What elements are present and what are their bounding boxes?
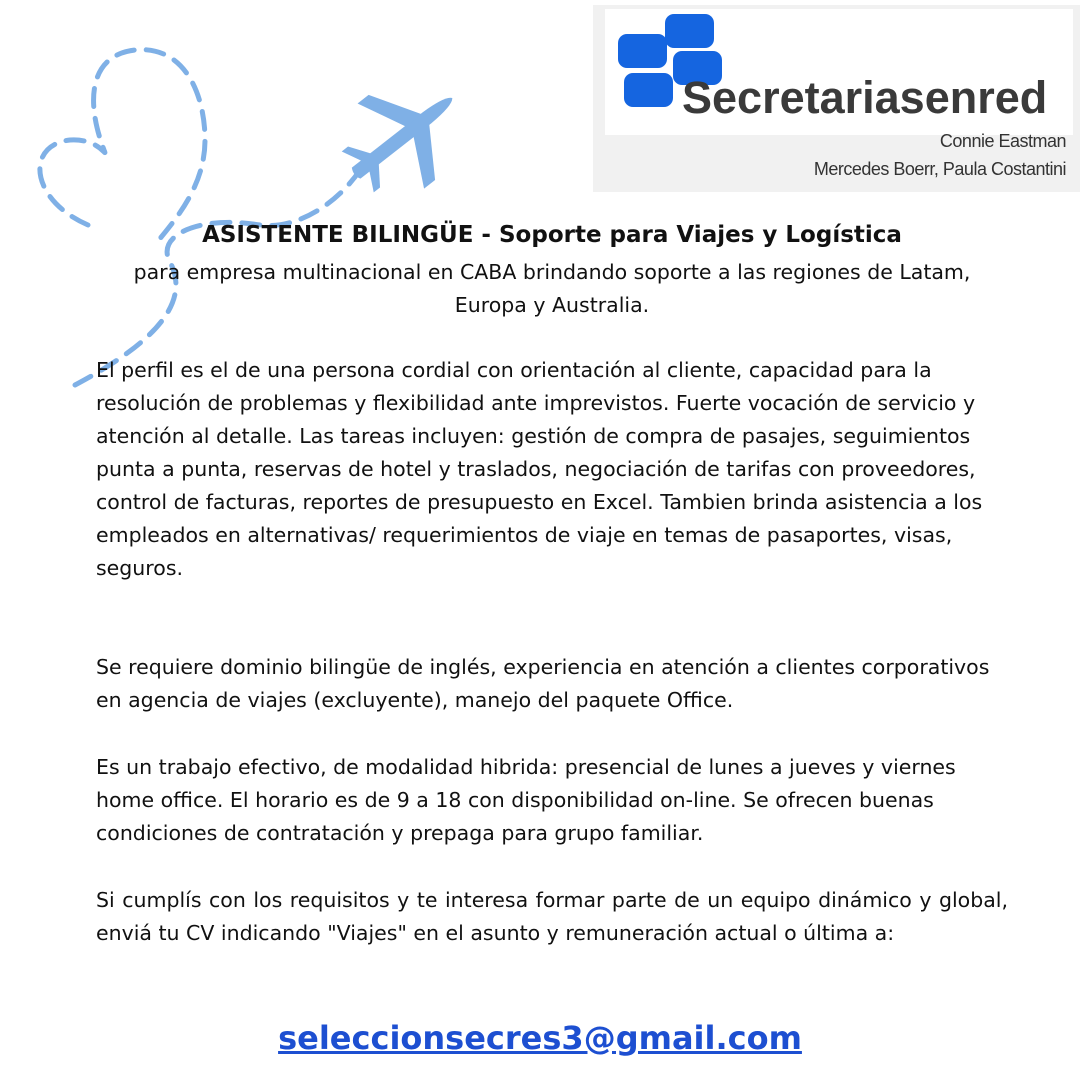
requirements-paragraph: Se requiere dominio bilingüe de inglés, experiencia en atención a clientes corporativos en agencia de viajes (excluyente), manejo del paquete Office. bbox=[96, 655, 990, 712]
logo-tile-icon bbox=[665, 14, 714, 48]
logo-card bbox=[593, 5, 1080, 192]
airplane-icon bbox=[321, 56, 485, 217]
logo-tile-icon bbox=[624, 73, 673, 107]
logo-tile-icon bbox=[618, 34, 667, 68]
contact-email-link[interactable]: seleccionsecres3@gmail.com bbox=[278, 1019, 802, 1057]
logo-credit-2: Mercedes Boerr, Paula Costantini bbox=[813, 159, 1066, 179]
profile-paragraph: El perfil es el de una persona cordial con orientación al cliente, capacidad para la resolución de problemas y flexibilidad ante imprevistos. Fuerte vocación de servicio y atención al detalle. Las tareas incluyen: gestión de compra de pasajes, seguimientos punta a punta, reservas de hotel y traslados, negociación de tarifas con proveedores, control de facturas, reportes de presupuesto en Excel. Tambien brinda asistencia a los empleados en alternativas/ requerimientos de viaje en temas de pasaportes, visas, seguros. bbox=[96, 358, 983, 580]
logo bbox=[605, 9, 1073, 135]
dashed-heart-icon bbox=[40, 50, 205, 245]
job-subtitle: para empresa multinacional en CABA brindando soporte a las regiones de Latam, Europa y Australia. bbox=[133, 260, 971, 317]
job-title: ASISTENTE BILINGÜE - Soporte para Viajes y Logística bbox=[202, 222, 902, 248]
apply-paragraph: Si cumplís con los requisitos y te interesa formar parte de un equipo dinámico y global, enviá tu CV indicando "Viajes" en el asunto y remuneración actual o última a: bbox=[96, 888, 1008, 945]
brand-name: Secretariasenred bbox=[682, 72, 1048, 123]
conditions-paragraph: Es un trabajo efectivo, de modalidad hibrida: presencial de lunes a jueves y viernes home office. El horario es de 9 a 18 con disponibilidad on-line. Se ofrecen buenas condiciones de contratación y prepaga para grupo familiar. bbox=[96, 755, 956, 845]
logo-credit-1: Connie Eastman bbox=[939, 131, 1066, 151]
